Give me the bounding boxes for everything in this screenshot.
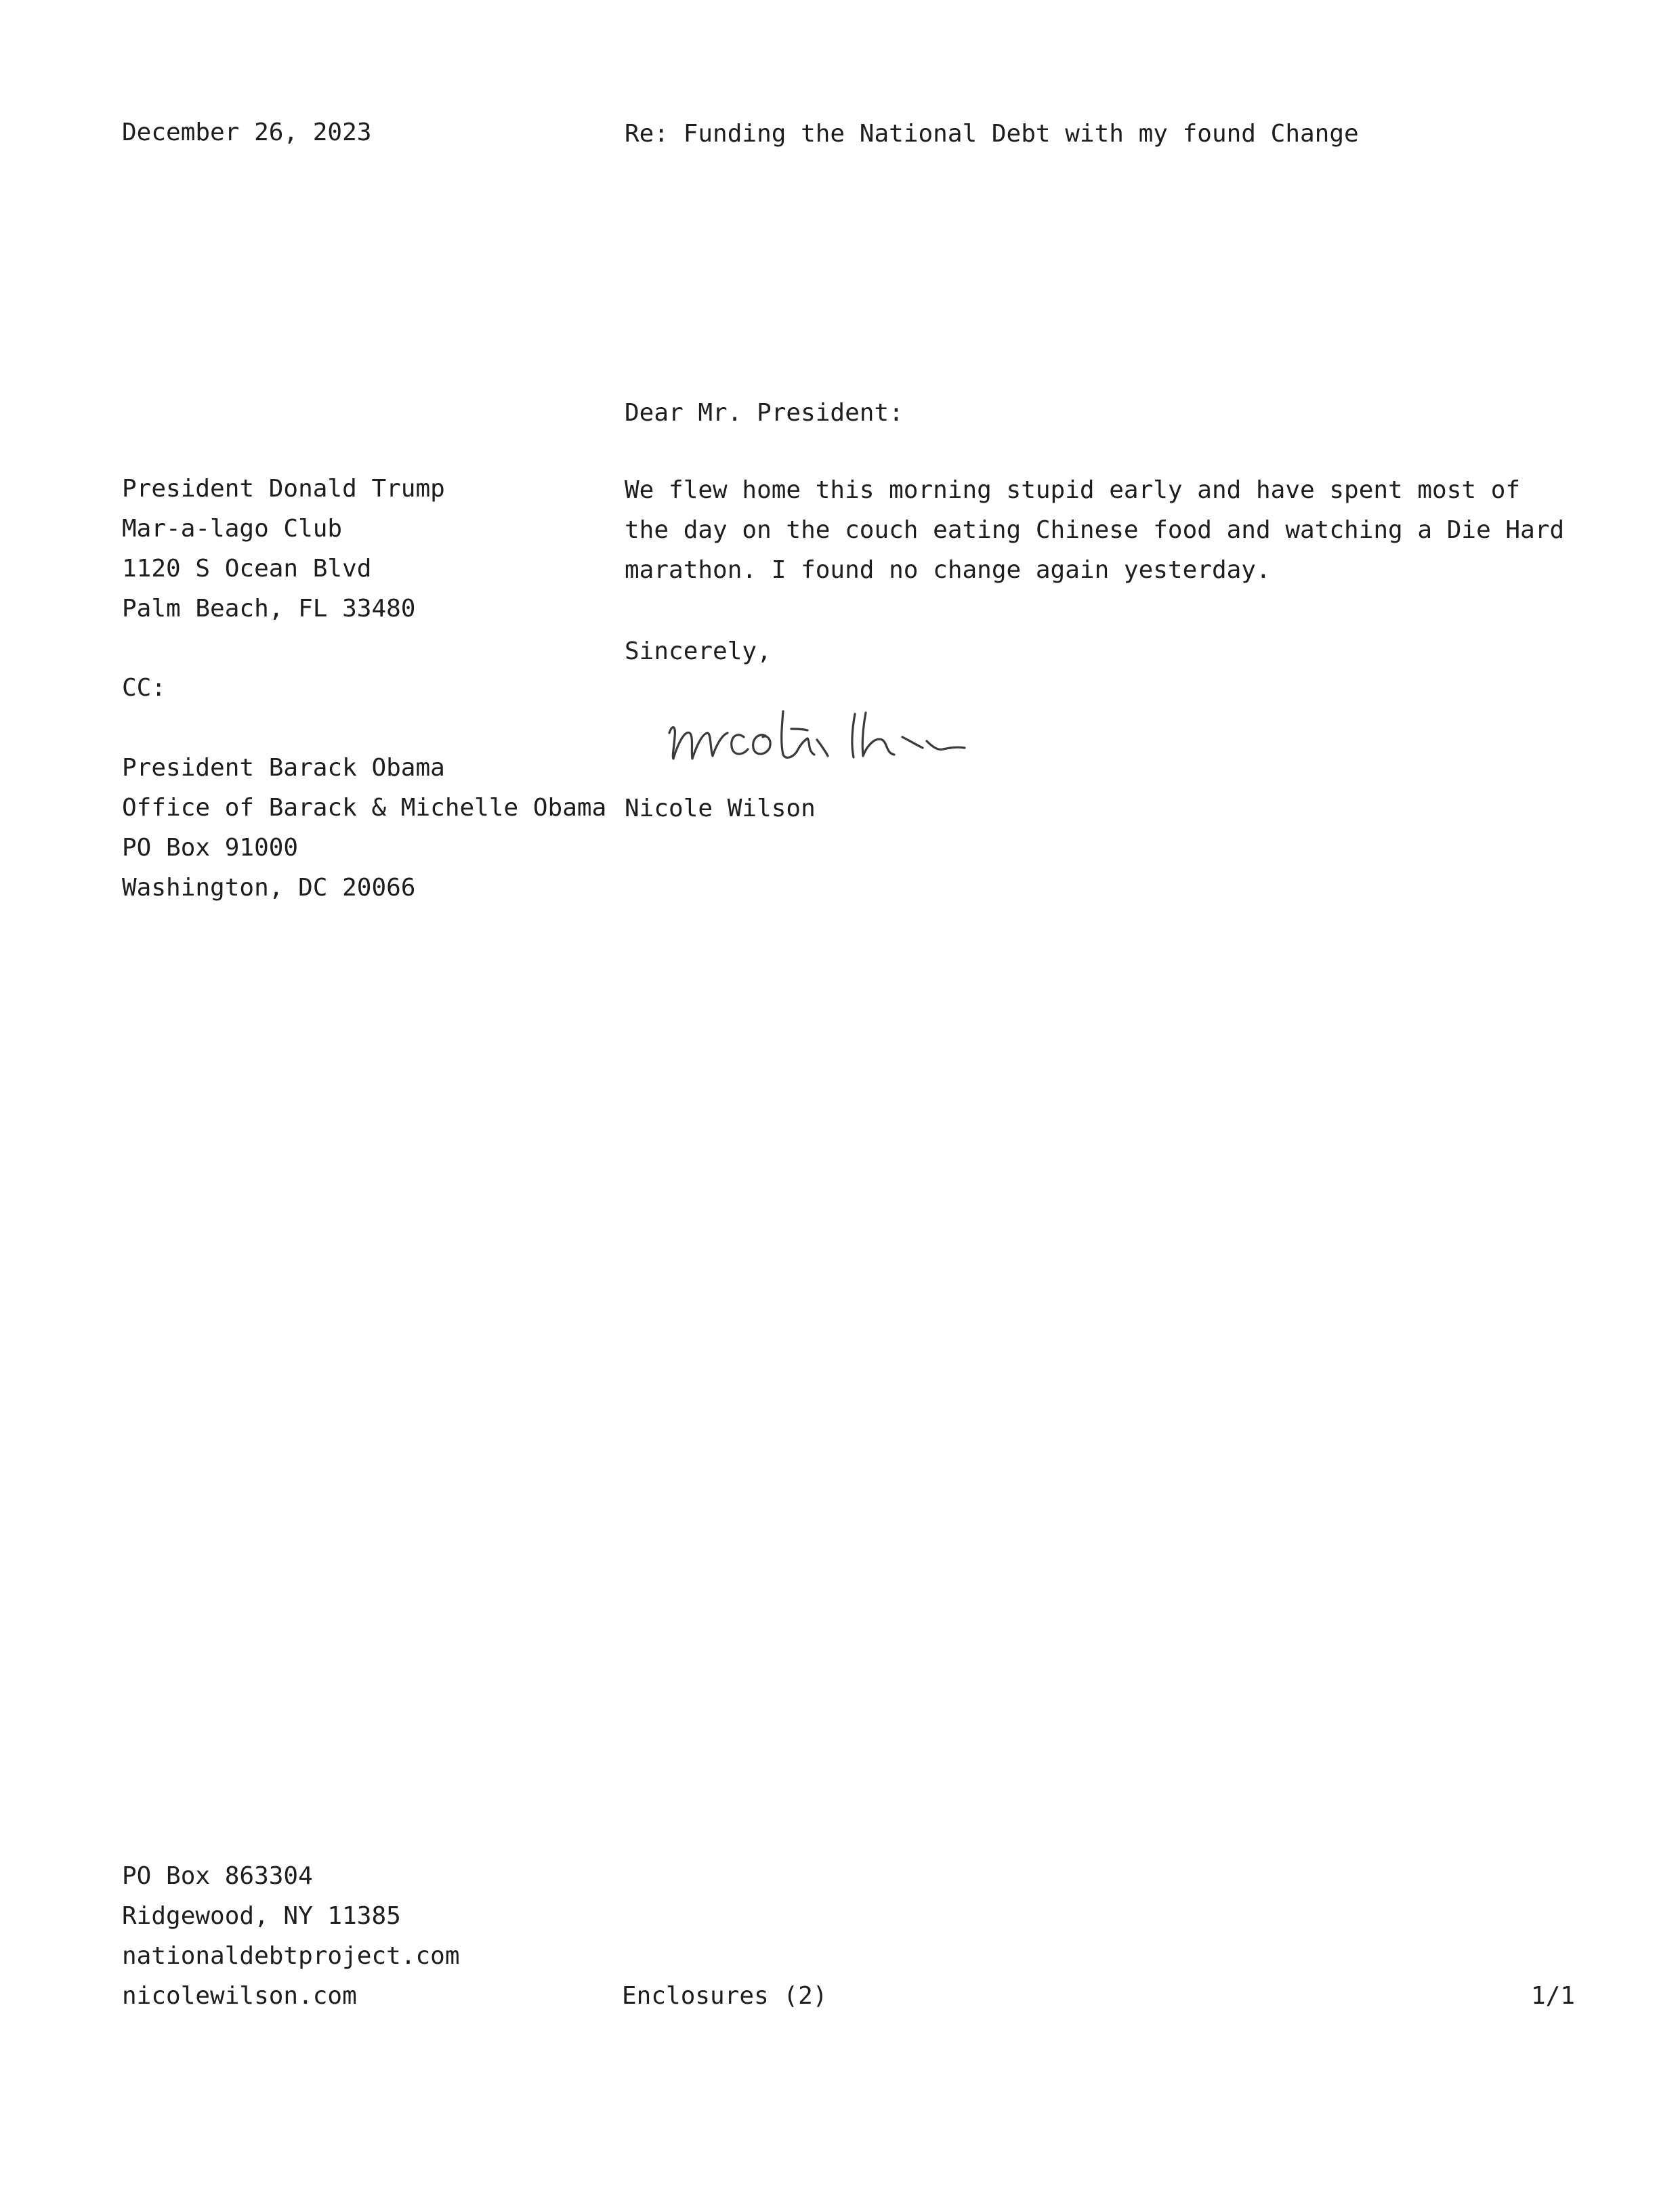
cc-label: CC: xyxy=(122,674,167,702)
recipient-organization: Mar-a-lago Club xyxy=(122,515,343,543)
closing: Sincerely, xyxy=(625,637,772,665)
recipient-street: 1120 S Ocean Blvd xyxy=(122,555,372,583)
cc-recipient-organization: Office of Barack & Michelle Obama xyxy=(122,794,607,822)
sender-website: nationaldebtproject.com xyxy=(122,1942,460,1970)
letter-date: December 26, 2023 xyxy=(122,119,372,146)
sender-city: Ridgewood, NY 11385 xyxy=(122,1902,401,1930)
body-line: We flew home this morning stupid early and have spent most of xyxy=(625,476,1521,504)
cc-recipient-po-box: PO Box 91000 xyxy=(122,834,299,862)
sender-po-box: PO Box 863304 xyxy=(122,1862,313,1890)
recipient-name: President Donald Trump xyxy=(122,475,445,503)
recipient-address xyxy=(122,469,445,629)
body-line: the day on the couch eating Chinese food and watching a Die Hard xyxy=(625,516,1565,544)
salutation: Dear Mr. President: xyxy=(625,399,904,427)
enclosures-note: Enclosures (2) xyxy=(622,1982,828,2010)
letter-body xyxy=(625,470,1565,590)
signer-name: Nicole Wilson xyxy=(625,795,816,822)
cc-recipient-city: Washington, DC 20066 xyxy=(122,874,416,902)
page-number: 1/1 xyxy=(1531,1982,1576,2010)
sender-info xyxy=(122,1856,460,2016)
handwritten-signature xyxy=(664,698,989,772)
body-line: marathon. I found no change again yesterday. xyxy=(625,556,1271,584)
cc-recipient-address xyxy=(122,748,606,908)
cc-recipient-name: President Barack Obama xyxy=(122,754,445,782)
sender-personal-website: nicolewilson.com xyxy=(122,1982,357,2010)
subject-line: Re: Funding the National Debt with my found Change xyxy=(625,120,1359,148)
recipient-city: Palm Beach, FL 33480 xyxy=(122,595,416,623)
